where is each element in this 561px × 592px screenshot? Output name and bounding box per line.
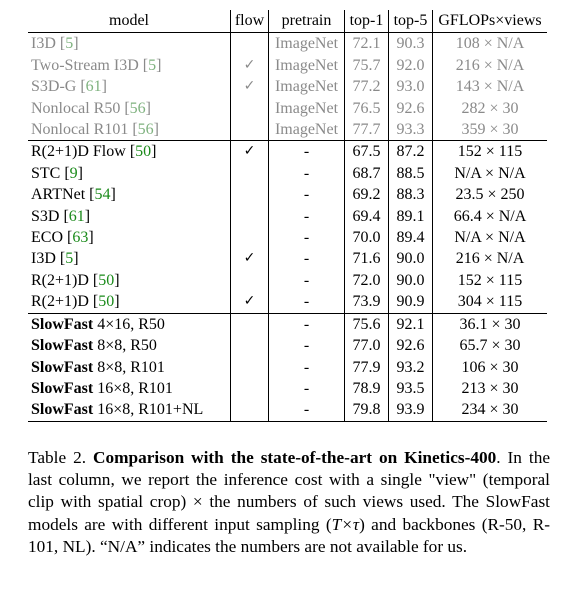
flow-cell — [231, 119, 269, 141]
gflops-cell: 23.5 × 250 — [433, 184, 548, 205]
model-name: Two-Stream I3D — [31, 56, 139, 74]
flow-cell: ✓ — [231, 291, 269, 313]
citation-link[interactable]: 5 — [65, 250, 74, 268]
top1-cell: 76.5 — [345, 98, 389, 119]
model-name-bold: SlowFast — [31, 401, 94, 419]
model-name-bold: SlowFast — [31, 337, 94, 355]
model-cell: I3D [5] — [31, 250, 79, 268]
model-name: R(2+1)D Flow — [31, 143, 126, 161]
table-row — [28, 163, 547, 184]
results-table — [28, 10, 547, 422]
gflops-cell: N/A × N/A — [433, 227, 548, 248]
flow-cell — [231, 357, 269, 378]
model-cell — [28, 313, 231, 335]
pretrain-cell: ImageNet — [269, 55, 345, 76]
model-cell: R(2+1)D [50] — [28, 291, 231, 313]
flow-cell — [231, 206, 269, 227]
top5-cell: 92.1 — [389, 313, 433, 335]
gflops-cell: 213 × 30 — [433, 378, 548, 399]
flow-cell — [231, 227, 269, 248]
table-row — [28, 206, 547, 227]
model-cell — [28, 335, 231, 356]
top5-cell: 93.5 — [389, 378, 433, 399]
top1-cell: 72.1 — [345, 33, 389, 55]
model-name: S3D — [31, 207, 60, 225]
top5-cell: 88.3 — [389, 184, 433, 205]
top5-cell: 90.3 — [389, 33, 433, 55]
top1-cell: 77.7 — [345, 119, 389, 141]
top1-cell: 77.9 — [345, 357, 389, 378]
model-cell — [28, 378, 231, 399]
model-name: I3D — [31, 250, 56, 268]
citation-link[interactable]: 50 — [98, 271, 115, 289]
gflops-cell: 152 × 115 — [433, 270, 548, 291]
pretrain-cell: - — [269, 206, 345, 227]
citation-link[interactable]: 56 — [129, 99, 146, 117]
table-row — [28, 291, 547, 313]
citation-link[interactable]: 50 — [98, 293, 115, 311]
model-name-bold: SlowFast — [31, 358, 94, 376]
model-config: 8×8, R50 — [97, 337, 157, 355]
top1-cell: 67.5 — [345, 141, 389, 163]
top1-cell: 69.4 — [345, 206, 389, 227]
top5-cell-best: 93.9 — [389, 399, 433, 421]
flow-cell — [231, 313, 269, 335]
model-name: ECO — [31, 229, 63, 247]
model-cell: S3D [61] — [31, 207, 91, 225]
top1-cell: 71.6 — [345, 248, 389, 269]
table-caption — [28, 447, 550, 558]
model-cell: R(2+1)D Flow [50] — [31, 143, 157, 161]
pretrain-cell: - — [269, 184, 345, 205]
flow-cell: ✓ — [231, 76, 269, 97]
header-flow: flow — [231, 10, 269, 33]
table-row — [28, 248, 547, 269]
table-row — [28, 227, 547, 248]
top1-cell: 68.7 — [345, 163, 389, 184]
caption-math: T×τ — [331, 514, 360, 534]
model-cell: S3D-G [61] — [31, 78, 107, 96]
citation-link[interactable]: 5 — [65, 35, 74, 53]
citation-link[interactable]: 63 — [72, 229, 89, 247]
table-row — [28, 313, 547, 335]
pretrain-cell: - — [269, 313, 345, 335]
pretrain-cell: - — [269, 399, 345, 421]
top5-cell: 92.6 — [389, 335, 433, 356]
model-cell — [28, 357, 231, 378]
top5-cell: 92.0 — [389, 55, 433, 76]
model-cell: Nonlocal R50 [56] — [31, 99, 151, 117]
model-name: S3D-G — [31, 78, 77, 96]
pretrain-cell: ImageNet — [269, 98, 345, 119]
model-name: R(2+1)D — [31, 293, 89, 311]
top1-cell: 69.2 — [345, 184, 389, 205]
pretrain-cell: - — [269, 141, 345, 163]
header-gflops-views: GFLOPs×views — [433, 10, 548, 33]
citation-link[interactable]: 50 — [135, 143, 152, 161]
gflops-cell: 66.4 × N/A — [433, 206, 548, 227]
citation-link[interactable]: 56 — [137, 121, 154, 139]
top1-cell: 73.9 — [345, 291, 389, 313]
citation-link[interactable]: 54 — [94, 186, 111, 204]
top5-cell: 93.2 — [389, 357, 433, 378]
gflops-cell: 65.7 × 30 — [433, 335, 548, 356]
flow-cell: ✓ — [231, 55, 269, 76]
flow-cell — [231, 163, 269, 184]
table-row — [28, 270, 547, 291]
pretrain-cell: ImageNet — [269, 119, 345, 141]
table-row — [28, 378, 547, 399]
pretrain-cell: - — [269, 291, 345, 313]
gflops-cell: 152 × 115 — [433, 141, 548, 163]
model-name: Nonlocal R50 — [31, 99, 121, 117]
citation-link[interactable]: 61 — [85, 78, 102, 96]
flow-cell — [231, 33, 269, 55]
model-name: ARTNet — [31, 186, 86, 204]
header-pretrain: pretrain — [269, 10, 345, 33]
flow-cell — [231, 378, 269, 399]
top1-cell: 78.9 — [345, 378, 389, 399]
model-config: 16×8, R101 — [97, 379, 173, 397]
gflops-cell: 359 × 30 — [433, 119, 548, 141]
gflops-cell: 234 × 30 — [433, 399, 548, 421]
model-config: 4×16, R50 — [97, 315, 165, 333]
citation-link[interactable]: 5 — [148, 56, 157, 74]
top1-cell: 77.0 — [345, 335, 389, 356]
pretrain-cell: - — [269, 270, 345, 291]
gflops-cell: N/A × N/A — [433, 163, 548, 184]
table-header-row — [28, 10, 547, 33]
top5-cell: 87.2 — [389, 141, 433, 163]
top5-cell: 93.0 — [389, 76, 433, 97]
table-row — [28, 399, 547, 421]
flow-cell — [231, 270, 269, 291]
caption-title: Comparison with the state-of-the-art on Kinetics-400 — [92, 448, 497, 467]
pretrain-cell: ImageNet — [269, 33, 345, 55]
top5-cell: 89.4 — [389, 227, 433, 248]
top1-cell: 77.2 — [345, 76, 389, 97]
pretrain-cell: - — [269, 163, 345, 184]
caption-text-2: ) and backbones (R-50, R-101, NL). “N/A” indicates the numbers are not available for us. — [28, 514, 550, 556]
flow-cell — [231, 184, 269, 205]
citation-link[interactable]: 61 — [68, 207, 85, 225]
gflops-cell: 282 × 30 — [433, 98, 548, 119]
table-row — [28, 357, 547, 378]
model-name: R(2+1)D — [31, 271, 89, 289]
model-cell: STC [9] — [31, 164, 83, 182]
top5-cell: 89.1 — [389, 206, 433, 227]
flow-cell — [231, 98, 269, 119]
flow-cell: ✓ — [231, 141, 269, 163]
header-top1: top-1 — [345, 10, 389, 33]
pretrain-cell: - — [269, 335, 345, 356]
top5-cell: 90.0 — [389, 248, 433, 269]
table-row — [28, 184, 547, 205]
top5-cell: 88.5 — [389, 163, 433, 184]
table-row — [28, 119, 547, 141]
table-row — [28, 55, 547, 76]
gflops-cell: 216 × N/A — [433, 248, 548, 269]
top1-cell: 72.0 — [345, 270, 389, 291]
flow-cell — [231, 335, 269, 356]
gflops-cell: 108 × N/A — [433, 33, 548, 55]
pretrain-cell: - — [269, 378, 345, 399]
model-name: Nonlocal R101 — [31, 121, 129, 139]
top1-cell: 75.7 — [345, 55, 389, 76]
model-cell: Nonlocal R101 [56] — [28, 119, 231, 141]
model-name: I3D — [31, 35, 56, 53]
table-row — [28, 335, 547, 356]
table-row — [28, 76, 547, 97]
table-row — [28, 141, 547, 163]
top1-cell: 75.6 — [345, 313, 389, 335]
pretrain-cell: - — [269, 357, 345, 378]
top1-cell: 70.0 — [345, 227, 389, 248]
model-cell: I3D [5] — [31, 35, 79, 53]
model-config: 16×8, R101+NL — [97, 401, 204, 419]
pretrain-cell: - — [269, 248, 345, 269]
model-cell: R(2+1)D [50] — [31, 271, 120, 289]
pretrain-cell: ImageNet — [269, 76, 345, 97]
table-row — [28, 33, 547, 55]
table-row — [28, 98, 547, 119]
gflops-cell: 304 × 115 — [433, 291, 548, 313]
gflops-cell: 143 × N/A — [433, 76, 548, 97]
top1-cell-best: 79.8 — [345, 399, 389, 421]
gflops-cell: 216 × N/A — [433, 55, 548, 76]
model-cell — [28, 399, 231, 421]
flow-cell: ✓ — [231, 248, 269, 269]
top5-cell: 93.3 — [389, 119, 433, 141]
caption-text-1: . In the last column, we report the inference cost with a single "view" (temporal clip with spatial crop) × the numbers of such views used. The SlowFast models are with different input sampling ( — [28, 448, 551, 534]
top5-cell: 90.9 — [389, 291, 433, 313]
model-name: STC — [31, 164, 61, 182]
model-cell: ECO [63] — [31, 229, 94, 247]
header-top5: top-5 — [389, 10, 433, 33]
top5-cell: 92.6 — [389, 98, 433, 119]
pretrain-cell: - — [269, 227, 345, 248]
model-name-bold: SlowFast — [31, 379, 94, 397]
flow-cell — [231, 399, 269, 421]
header-model: model — [28, 10, 231, 33]
model-cell: ARTNet [54] — [31, 186, 116, 204]
model-cell: Two-Stream I3D [5] — [31, 56, 162, 74]
model-name-bold: SlowFast — [31, 315, 94, 333]
citation-link[interactable]: 9 — [69, 164, 78, 182]
caption-label: Table 2. — [28, 448, 87, 467]
model-config: 8×8, R101 — [97, 358, 165, 376]
top5-cell: 90.0 — [389, 270, 433, 291]
gflops-cell: 106 × 30 — [433, 357, 548, 378]
gflops-cell: 36.1 × 30 — [433, 313, 548, 335]
